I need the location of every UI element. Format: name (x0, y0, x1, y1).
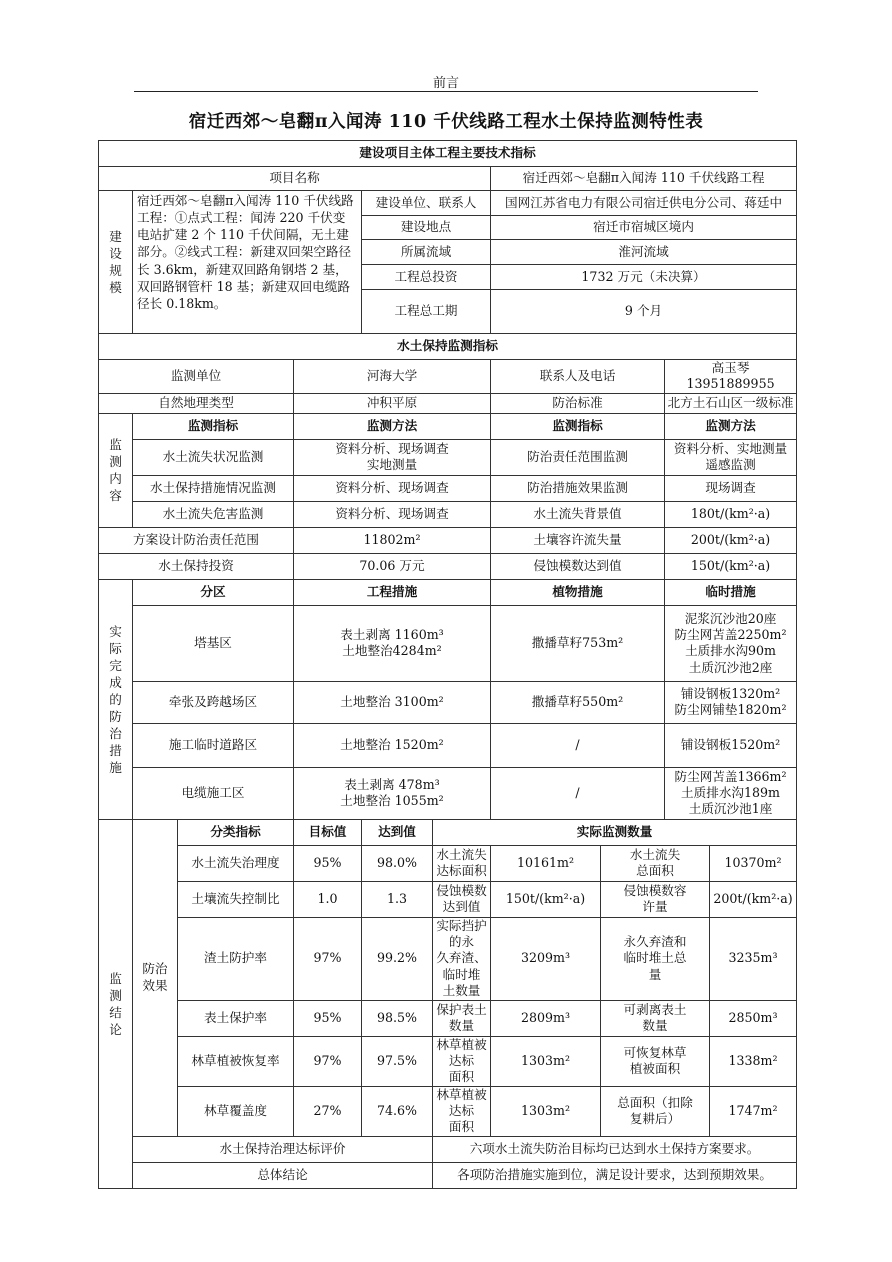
measures-header-temporary: 临时措施 (665, 579, 797, 605)
section-heading-main-tech: 建设项目主体工程主要技术指标 (99, 141, 797, 167)
soil-invest-label: 水土保持投资 (99, 553, 294, 579)
content-header-index-2: 监测指标 (491, 413, 665, 439)
result-target: 1.0 (294, 881, 362, 917)
monitoring-characteristics-table (98, 140, 797, 1189)
geo-type-value: 冲积平原 (294, 393, 491, 413)
overall-conclusion-label: 总体结论 (133, 1162, 433, 1188)
investment-label: 工程总投资 (362, 265, 491, 290)
result-measure-2: 永久弃渣和 临时堆土总 量 (601, 917, 710, 1000)
monitor-unit-label: 监测单位 (99, 360, 294, 394)
result-index: 土壤流失控制比 (178, 881, 294, 917)
result-reached: 98.0% (362, 845, 433, 881)
result-reached: 98.5% (362, 1000, 433, 1036)
content-row-method: 资料分析、现场调查 (294, 475, 491, 501)
basin-value: 淮河流域 (491, 240, 797, 265)
zone-plant: 撒播草籽550m² (491, 681, 665, 723)
evaluation-value: 六项水土流失防治目标均已达到水土保持方案要求。 (433, 1136, 797, 1162)
allowable-loss-value: 200t/(km²·a) (665, 527, 797, 553)
result-measure-1: 侵蚀模数 达到值 (433, 881, 491, 917)
duration-label: 工程总工期 (362, 290, 491, 334)
content-row-method-2: 现场调查 (665, 475, 797, 501)
geo-type-label: 自然地理类型 (99, 393, 294, 413)
soil-invest-value: 70.06 万元 (294, 553, 491, 579)
effect-label: 防治 效果 (133, 819, 178, 1136)
background-value: 180t/(km²·a) (665, 501, 797, 527)
result-value-2: 1338m² (710, 1036, 797, 1086)
investment-value: 1732 万元（未决算） (491, 265, 797, 290)
result-target: 97% (294, 1036, 362, 1086)
design-range-value: 11802m² (294, 527, 491, 553)
result-value-1: 2809m³ (491, 1000, 601, 1036)
content-row-index: 水土保持措施情况监测 (133, 475, 294, 501)
zone-temporary: 泥浆沉沙池20座 防尘网苫盖2250m² 土质排水沟90m 土质沉沙池2座 (665, 605, 797, 681)
duration-value: 9 个月 (491, 290, 797, 334)
content-header-method-2: 监测方法 (665, 413, 797, 439)
page-title: 宿迁西郊～皂翻π入闻涛 110 千伏线路工程水土保持监测特性表 (188, 112, 704, 132)
monitor-content-label: 监 测 内 容 (99, 413, 133, 527)
content-row-method: 资料分析、现场调查 实地测量 (294, 439, 491, 475)
standard-label: 防治标准 (491, 393, 665, 413)
zone-temporary: 铺设钢板1520m² (665, 723, 797, 767)
zone-engineering: 表土剥离 478m³ 土地整治 1055m² (294, 767, 491, 819)
result-value-2: 200t/(km²·a) (710, 881, 797, 917)
erosion-modulus-value: 150t/(km²·a) (665, 553, 797, 579)
content-row-index-2: 水土流失背景值 (491, 501, 665, 527)
result-header-actual: 实际监测数量 (433, 819, 797, 845)
page-header: 前言 (432, 76, 459, 91)
builder-label: 建设单位、联系人 (362, 191, 491, 216)
result-reached: 99.2% (362, 917, 433, 1000)
result-value-2: 3235m³ (710, 917, 797, 1000)
measures-header-engineering: 工程措施 (294, 579, 491, 605)
result-value-1: 1303m² (491, 1086, 601, 1136)
zone-engineering: 土地整治 3100m² (294, 681, 491, 723)
content-row-method: 资料分析、现场调查 (294, 501, 491, 527)
zone-temporary: 防尘网苫盖1366m² 土质排水沟189m 土质沉沙池1座 (665, 767, 797, 819)
result-index: 水土流失治理度 (178, 845, 294, 881)
project-name-label: 项目名称 (99, 167, 491, 191)
result-value-1: 1303m² (491, 1036, 601, 1086)
content-header-index: 监测指标 (133, 413, 294, 439)
result-target: 27% (294, 1086, 362, 1136)
content-row-index-2: 防治责任范围监测 (491, 439, 665, 475)
result-index: 林草覆盖度 (178, 1086, 294, 1136)
result-measure-2: 可剥离表土 数量 (601, 1000, 710, 1036)
zone-engineering: 表土剥离 1160m³ 土地整治4284m² (294, 605, 491, 681)
scale-label: 建 设 规 模 (99, 191, 133, 334)
result-measure-1: 林草植被达标 面积 (433, 1086, 491, 1136)
result-header-target: 目标值 (294, 819, 362, 845)
allowable-loss-label: 土壤容许流失量 (491, 527, 665, 553)
content-row-index: 水土流失状况监测 (133, 439, 294, 475)
overall-conclusion-value: 各项防治措施实施到位，满足设计要求，达到预期效果。 (433, 1162, 797, 1188)
zone-engineering: 土地整治 1520m² (294, 723, 491, 767)
measures-label: 实 际 完 成 的 防 治 措 施 (99, 579, 133, 819)
section-heading-monitoring: 水土保持监测指标 (99, 334, 797, 360)
erosion-modulus-label: 侵蚀模数达到值 (491, 553, 665, 579)
zone-plant: 撒播草籽753m² (491, 605, 665, 681)
result-reached: 74.6% (362, 1086, 433, 1136)
zone-plant: / (491, 723, 665, 767)
zone-name: 电缆施工区 (133, 767, 294, 819)
zone-name: 施工临时道路区 (133, 723, 294, 767)
builder-value: 国网江苏省电力有限公司宿迁供电分公司、蒋廷中 (491, 191, 797, 216)
result-value-2: 10370m² (710, 845, 797, 881)
contact-name: 高玉琴 (711, 360, 750, 375)
result-measure-1: 保护表土数量 (433, 1000, 491, 1036)
result-value-2: 1747m² (710, 1086, 797, 1136)
content-row-index: 水土流失危害监测 (133, 501, 294, 527)
measures-header-plant: 植物措施 (491, 579, 665, 605)
result-measure-1: 水土流失 达标面积 (433, 845, 491, 881)
result-value-2: 2850m³ (710, 1000, 797, 1036)
result-value-1: 3209m³ (491, 917, 601, 1000)
result-index: 表土保护率 (178, 1000, 294, 1036)
result-index: 林草植被恢复率 (178, 1036, 294, 1086)
result-measure-1: 实际挡护的永 久弃渣、临时堆 土数量 (433, 917, 491, 1000)
result-header-reached: 达到值 (362, 819, 433, 845)
zone-temporary: 铺设钢板1320m² 防尘网铺垫1820m² (665, 681, 797, 723)
result-measure-2: 侵蚀模数容 许量 (601, 881, 710, 917)
basin-label: 所属流域 (362, 240, 491, 265)
result-reached: 1.3 (362, 881, 433, 917)
zone-name: 塔基区 (133, 605, 294, 681)
result-target: 95% (294, 845, 362, 881)
contact-label: 联系人及电话 (491, 360, 665, 394)
content-row-method-2: 资料分析、实地测量 遥感监测 (665, 439, 797, 475)
result-value-1: 10161m² (491, 845, 601, 881)
content-row-index-2: 防治措施效果监测 (491, 475, 665, 501)
contact-phone: 13951889955 (686, 376, 775, 392)
content-header-method: 监测方法 (294, 413, 491, 439)
scale-description: 宿迁西郊～皂翻π入闻涛 110 千伏线路工程：①点式工程：闻涛 220 千伏变电站扩建 2 个 110 千伏间隔，无土建部分。②线式工程：新建双回架空路径长 3.6km，新建双回路角钢塔 2 基，双回路钢管杆 18 基；新建双回电缆路径长 0.18km。 (133, 191, 362, 334)
evaluation-label: 水土保持治理达标评价 (133, 1136, 433, 1162)
result-measure-2: 可恢复林草 植被面积 (601, 1036, 710, 1086)
result-target: 97% (294, 917, 362, 1000)
design-range-label: 方案设计防治责任范围 (99, 527, 294, 553)
location-label: 建设地点 (362, 216, 491, 240)
result-reached: 97.5% (362, 1036, 433, 1086)
result-measure-2: 总面积（扣除 复耕后） (601, 1086, 710, 1136)
header-rule (134, 91, 758, 92)
project-name-value: 宿迁西郊～皂翻π入闻涛 110 千伏线路工程 (491, 167, 797, 191)
measures-header-zone: 分区 (133, 579, 294, 605)
standard-value: 北方土石山区一级标准 (665, 393, 797, 413)
contact-value (665, 360, 797, 394)
monitor-unit-value: 河海大学 (294, 360, 491, 394)
conclusion-section-label: 监 测 结 论 (99, 819, 133, 1188)
result-value-1: 150t/(km²·a) (491, 881, 601, 917)
result-target: 95% (294, 1000, 362, 1036)
result-measure-2: 水土流失 总面积 (601, 845, 710, 881)
zone-name: 牵张及跨越场区 (133, 681, 294, 723)
result-header-index: 分类指标 (178, 819, 294, 845)
result-measure-1: 林草植被达标 面积 (433, 1036, 491, 1086)
zone-plant: / (491, 767, 665, 819)
result-index: 渣土防护率 (178, 917, 294, 1000)
location-value: 宿迁市宿城区境内 (491, 216, 797, 240)
